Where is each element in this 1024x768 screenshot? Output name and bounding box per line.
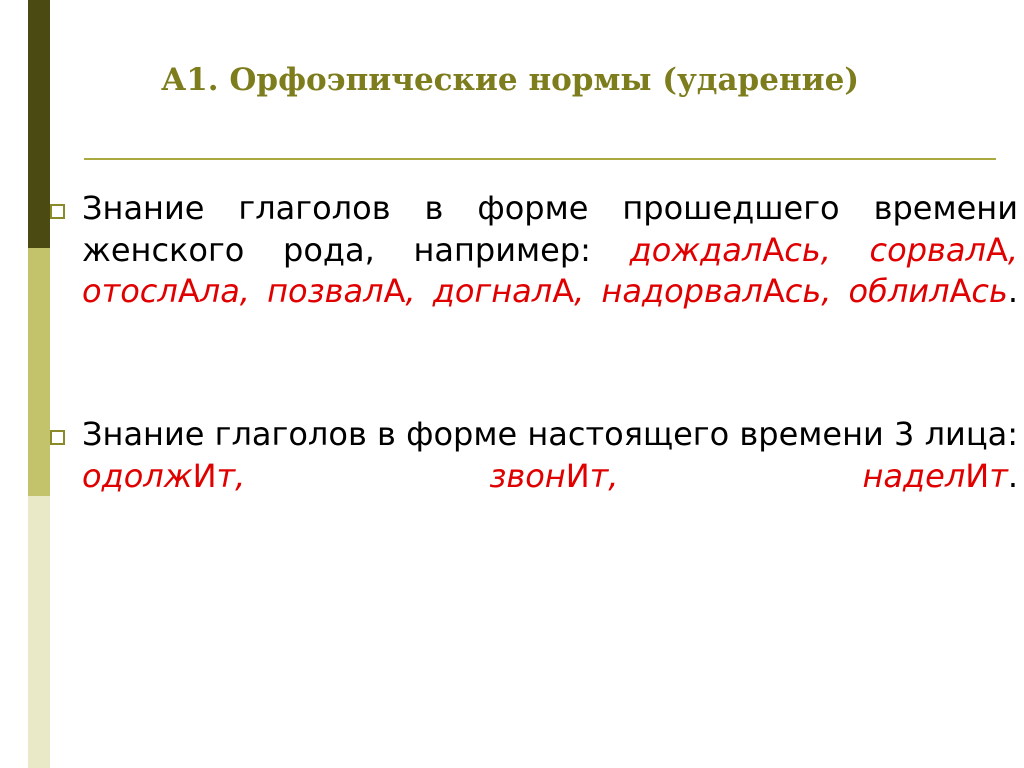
example-separator: ,: [239, 272, 268, 311]
stress-letter: А: [552, 272, 575, 311]
sidebar-segment-dark: [28, 0, 50, 248]
example-word: надорвал: [601, 272, 763, 311]
sidebar-segment-pale: [28, 496, 50, 768]
bullet-lead-text: Знание глаголов в форме прошедшего времени женского рода, например:: [82, 189, 1018, 269]
sidebar-segment-mid: [28, 248, 50, 496]
stress-letter: А: [762, 230, 785, 269]
stress-letter: А: [985, 230, 1008, 269]
stress-letter: А: [762, 272, 785, 311]
bullet-square-icon: [50, 430, 65, 445]
example-word: догнал: [432, 272, 553, 311]
sentence-terminator: .: [1007, 272, 1019, 311]
example-word: дождал: [629, 230, 763, 269]
example-separator: ,: [1007, 230, 1018, 269]
stress-letter: И: [965, 456, 990, 495]
title-divider: [84, 158, 996, 160]
example-word: отосл: [82, 272, 178, 311]
example-separator: ,: [608, 456, 863, 495]
example-word-tail: т: [989, 456, 1008, 495]
example-word-tail: ла: [199, 272, 240, 311]
example-word-tail: т: [589, 456, 609, 495]
list-item: [50, 414, 1024, 539]
example-word: звон: [489, 456, 566, 495]
bullet-lead-text: Знание глаголов в форме настоящего времени 3 лица:: [82, 415, 1018, 454]
paragraph-spacer: [50, 354, 1024, 414]
stress-letter: И: [192, 456, 217, 495]
example-separator: ,: [821, 272, 849, 311]
example-separator: ,: [405, 272, 433, 311]
stress-letter: И: [565, 456, 590, 495]
example-word-tail: т: [216, 456, 236, 495]
example-word-tail: сь: [971, 272, 1008, 311]
sidebar-decoration: [28, 0, 50, 768]
bullet-paragraph-present-tense: [82, 414, 1018, 539]
example-separator: ,: [574, 272, 602, 311]
body-text-block: [50, 188, 1024, 539]
example-word: облил: [848, 272, 950, 311]
example-separator: ,: [235, 456, 490, 495]
sentence-terminator: .: [1007, 456, 1019, 495]
example-word: надел: [862, 456, 966, 495]
bullet-square-icon: [50, 204, 65, 219]
stress-letter: А: [949, 272, 972, 311]
stress-letter: А: [383, 272, 406, 311]
example-word-tail: сь: [784, 272, 822, 311]
example-word-tail: сь: [784, 230, 821, 269]
example-word: сорвал: [869, 230, 986, 269]
slide-content: [50, 0, 1024, 768]
stress-letter: А: [177, 272, 200, 311]
list-item: [50, 188, 1024, 354]
example-separator: ,: [820, 230, 870, 269]
page-title: А1. Орфоэпические нормы (ударение): [160, 62, 860, 98]
example-word: позвал: [267, 272, 384, 311]
example-word: одолж: [82, 456, 193, 495]
bullet-paragraph-past-tense: [82, 188, 1018, 354]
